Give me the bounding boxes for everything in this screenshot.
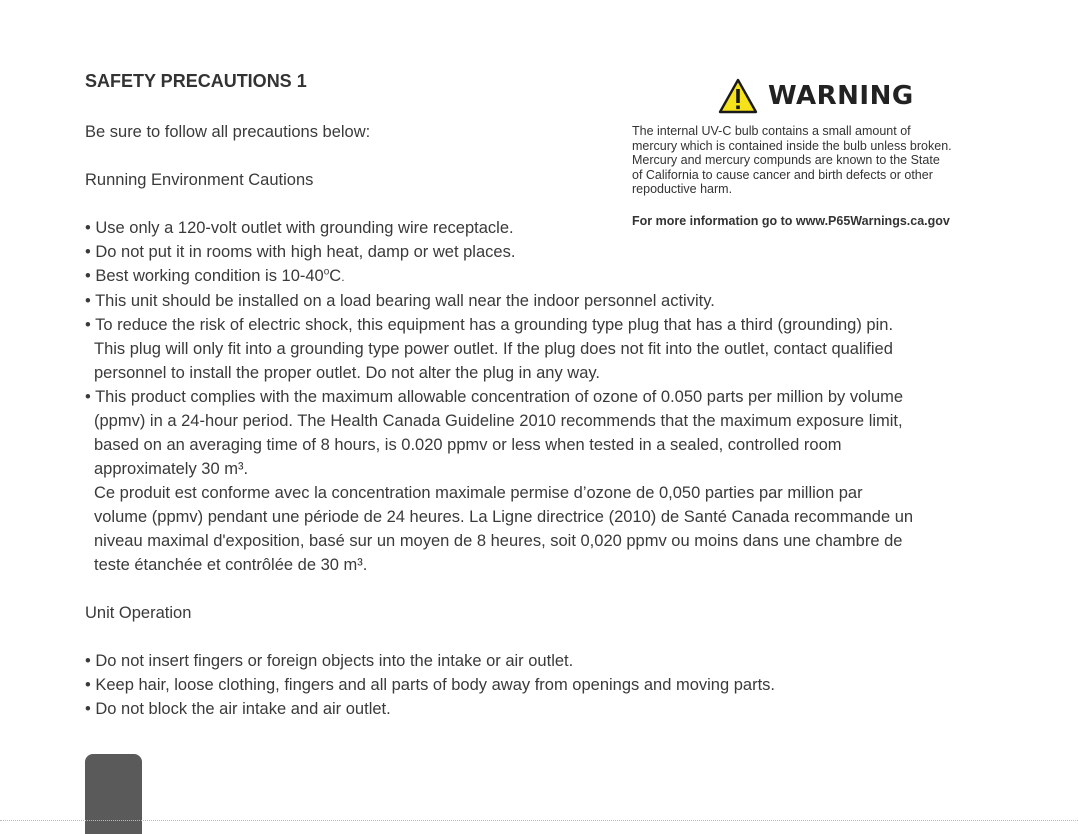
working-condition-text: • Best working condition is 10-40 bbox=[85, 267, 324, 285]
bullet-continuation: based on an averaging time of 8 hours, is 0.020 ppmv or less when tested in a sealed, controlled room bbox=[94, 436, 842, 454]
bullet-continuation-french: niveau maximal d'exposition, basé sur un moyen de 8 heures, soit 0,020 ppmv ou moins dans une chambre de bbox=[94, 532, 903, 550]
bottom-rule bbox=[0, 820, 1078, 821]
bullet-continuation-french: volume (ppmv) pendant une période de 24 heures. La Ligne directrice (2010) de Santé Canada recommande un bbox=[94, 508, 914, 526]
warning-line: Mercury and mercury compunds are known to the State bbox=[632, 153, 940, 168]
celsius-unit: C bbox=[329, 267, 342, 285]
unit-operation-heading: Unit Operation bbox=[85, 604, 192, 622]
bullet-item-working-condition bbox=[85, 264, 1005, 289]
p65-warnings-link[interactable]: For more information go to www.P65Warnings.ca.gov bbox=[632, 214, 950, 228]
page-tab bbox=[85, 754, 142, 834]
bullet-continuation-french: Ce produit est conforme avec la concentration maximale permise d’ozone de 0,050 parties par million par bbox=[94, 484, 863, 502]
bullet-item: • Do not put it in rooms with high heat, damp or wet places. bbox=[85, 243, 516, 261]
bullet-continuation-french: teste étanchée et contrôlée de 30 m³. bbox=[94, 556, 368, 574]
period: . bbox=[341, 270, 345, 284]
bullet-continuation: personnel to install the proper outlet. Do not alter the plug in any way. bbox=[94, 364, 600, 382]
bullet-item: • Keep hair, loose clothing, fingers and all parts of body away from openings and moving parts. bbox=[85, 676, 776, 694]
warning-line: repoductive harm. bbox=[632, 182, 733, 197]
warning-triangle-icon bbox=[718, 78, 758, 114]
warning-line: mercury which is contained inside the bulb unless broken. bbox=[632, 138, 952, 153]
bullet-continuation: approximately 30 m³. bbox=[94, 460, 249, 478]
bullet-item: • To reduce the risk of electric shock, this equipment has a grounding type plug that has a third (grounding) pin. bbox=[85, 316, 894, 334]
warning-title: WARNING bbox=[768, 81, 914, 111]
intro-text: Be sure to follow all precautions below: bbox=[85, 123, 371, 141]
bullet-continuation: (ppmv) in a 24-hour period. The Health Canada Guideline 2010 recommends that the maximum exposure limit, bbox=[94, 412, 903, 430]
main-content bbox=[85, 120, 1005, 721]
degree-symbol: o bbox=[323, 266, 330, 278]
bullet-item: • Do not block the air intake and air outlet. bbox=[85, 700, 391, 718]
bullet-continuation: This plug will only fit into a grounding type power outlet. If the plug does not fit into the outlet, contact qualified bbox=[94, 340, 893, 358]
bullet-item: • Do not insert fingers or foreign objects into the intake or air outlet. bbox=[85, 652, 574, 670]
bullet-item: • This product complies with the maximum allowable concentration of ozone of 0.050 parts per million by volume bbox=[85, 388, 904, 406]
warning-line: The internal UV-C bulb contains a small amount of bbox=[632, 124, 911, 138]
bullet-item: • Use only a 120-volt outlet with grounding wire receptacle. bbox=[85, 219, 514, 237]
page-title: SAFETY PRECAUTIONS 1 bbox=[85, 71, 307, 91]
warning-header bbox=[718, 78, 914, 114]
bullet-item: • This unit should be installed on a load bearing wall near the indoor personnel activity. bbox=[85, 292, 715, 310]
warning-line: of California to cause cancer and birth defects or other bbox=[632, 167, 933, 182]
running-environment-heading: Running Environment Cautions bbox=[85, 171, 314, 189]
